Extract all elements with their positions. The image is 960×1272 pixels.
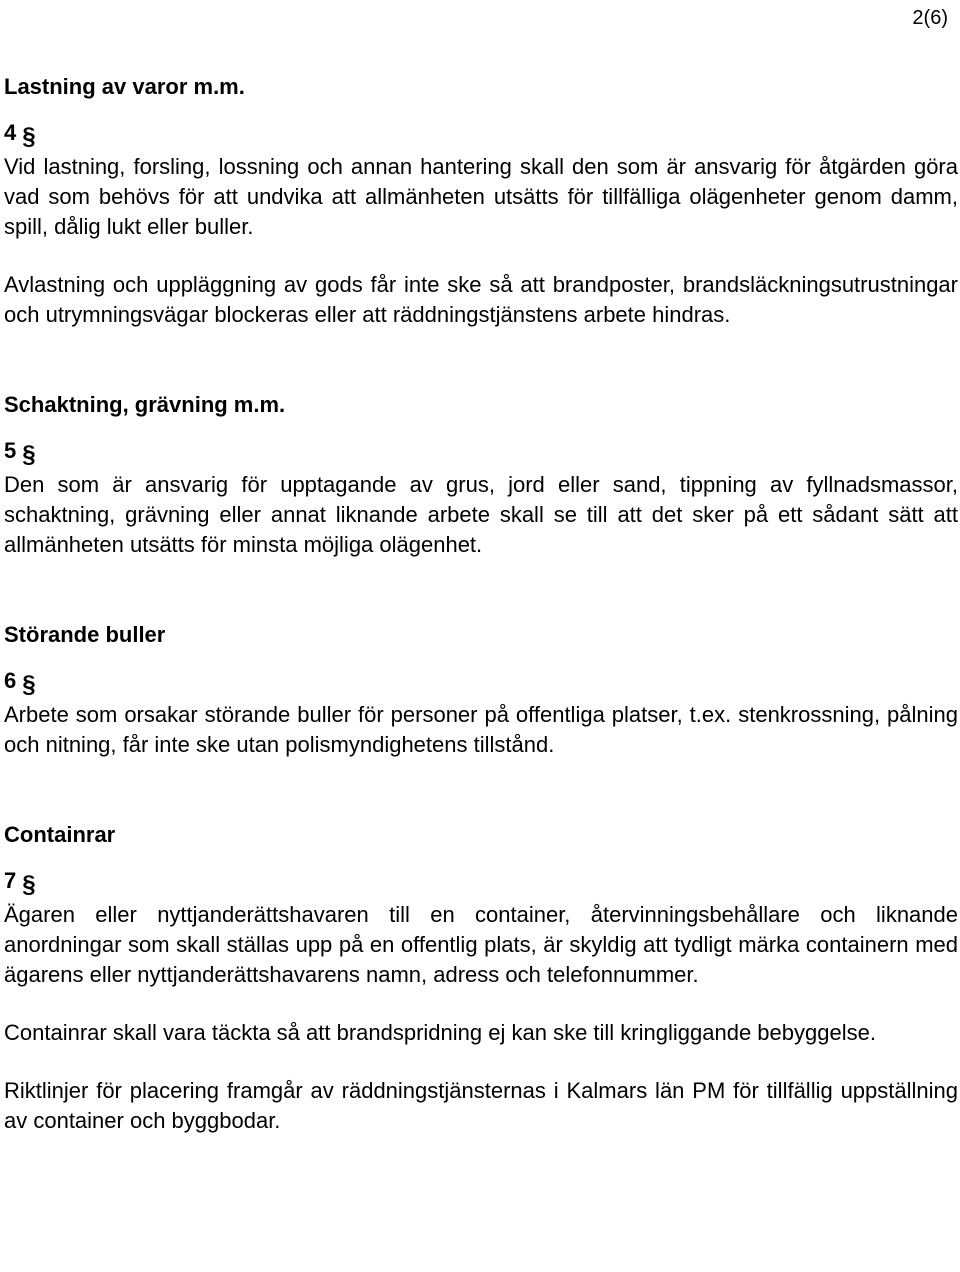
section-text: Vid lastning, forsling, lossning och annan hantering skall den som är ansvarig för åtgärden göra vad som behövs för att undvika att allmänheten utsätts för tillfälliga olägenheter genom damm, spill, dålig lukt eller buller.: [4, 154, 958, 239]
section-symbol-icon: §: [22, 871, 36, 898]
page-number: 2(6): [912, 7, 948, 29]
section-text: Containrar skall vara täckta så att brandspridning ej kan ske till kringliggande bebyggelse.: [4, 1020, 876, 1045]
section-symbol-icon: §: [22, 441, 36, 468]
section-heading-containrar: Containrar: [4, 822, 116, 847]
section-heading-storande-buller: Störande buller: [4, 622, 166, 647]
paragraph-number-6: 6 §: [4, 668, 36, 698]
paragraph-number-7: 7 §: [4, 868, 36, 898]
section-text: Avlastning och uppläggning av gods får inte ske så att brandposter, brandsläckningsutrustningar och utrymningsvägar blockeras eller att räddningstjänstens arbete hindras.: [4, 272, 958, 327]
section-text: Arbete som orsakar störande buller för personer på offentliga platser, t.ex. stenkrossning, pålning och nitning, får inte ske utan polismyndighetens tillstånd.: [4, 702, 958, 757]
section-text: Riktlinjer för placering framgår av räddningstjänsternas i Kalmars län PM för tillfällig uppställning av container och byggbodar.: [4, 1078, 958, 1133]
section-symbol-icon: §: [22, 123, 36, 150]
document-body: [4, 72, 958, 1136]
section-heading-lastning: Lastning av varor m.m.: [4, 74, 245, 99]
section-heading-schaktning: Schaktning, grävning m.m.: [4, 392, 286, 417]
paragraph-number-5: 5 §: [4, 438, 36, 468]
section-text: Ägaren eller nyttjanderättshavaren till en container, återvinningsbehållare och liknande anordningar som skall ställas upp på en offentlig plats, är skyldig att tydligt märka containern med ägarens eller nyttjanderättshavarens namn, adress och telefonnummer.: [4, 902, 958, 987]
paragraph-number-4: 4 §: [4, 120, 36, 150]
section-text: Den som är ansvarig för upptagande av grus, jord eller sand, tippning av fyllnadsmassor, schaktning, grävning eller annat liknande arbete skall se till att det sker på ett sådant sätt att allmänheten utsätts för minsta möjliga olägenhet.: [4, 472, 958, 557]
section-symbol-icon: §: [22, 671, 36, 698]
